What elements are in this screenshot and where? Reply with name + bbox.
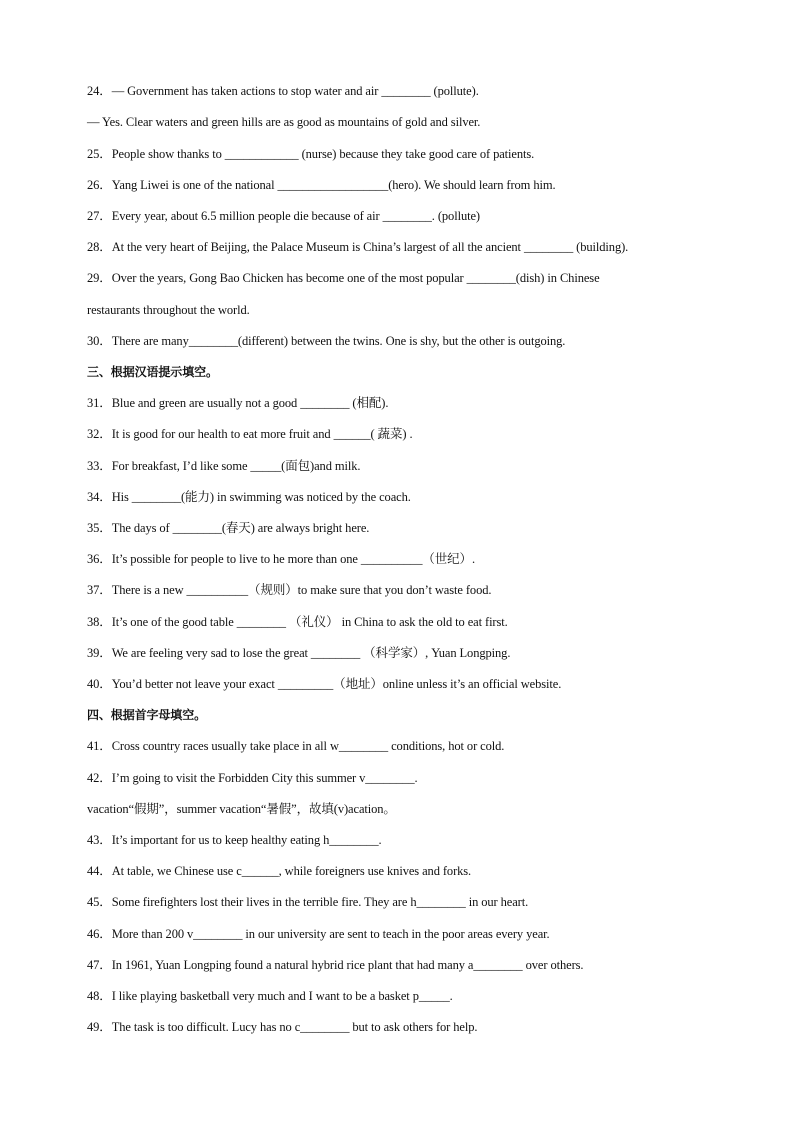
question-47: 47．In 1961, Yuan Longping found a natural hybrid rice plant that had many a________ over others. — [87, 958, 584, 972]
question-42: 42．I’m going to visit the Forbidden City this summer v________. — [87, 771, 418, 785]
question-33: 33．For breakfast, I’d like some _____(面包)and milk. — [87, 459, 361, 473]
question-32: 32．It is good for our health to eat more fruit and ______( 蔬菜) . — [87, 427, 413, 441]
question-44: 44．At table, we Chinese use c______, while foreigners use knives and forks. — [87, 864, 472, 878]
question-42-note: vacation“假期”，summer vacation“暑假”，故填(v)acation。 — [87, 802, 396, 816]
question-29-line-2: restaurants throughout the world. — [87, 303, 250, 317]
question-35: 35．The days of ________(春天) are always bright here. — [87, 521, 370, 535]
question-49: 49．The task is too difficult. Lucy has no c________ but to ask others for help. — [87, 1020, 478, 1034]
question-48: 48．I like playing basketball very much and I want to be a basket p_____. — [87, 989, 453, 1003]
question-25: 25．People show thanks to ____________ (nurse) because they take good care of patients. — [87, 147, 535, 161]
question-39: 39．We are feeling very sad to lose the great ________ （科学家）, Yuan Longping. — [87, 646, 511, 660]
question-45: 45．Some firefighters lost their lives in the terrible fire. They are h________ in our heart. — [87, 895, 529, 909]
question-40: 40．You’d better not leave your exact _________（地址）online unless it’s an official website. — [87, 677, 562, 691]
question-26: 26．Yang Liwei is one of the national __________________(hero). We should learn from him. — [87, 178, 556, 192]
question-30: 30．There are many________(different) between the twins. One is shy, but the other is outgoing. — [87, 334, 566, 348]
question-41: 41．Cross country races usually take place in all w________ conditions, hot or cold. — [87, 739, 505, 753]
question-27: 27．Every year, about 6.5 million people die because of air ________. (pollute) — [87, 209, 480, 223]
question-43: 43．It’s important for us to keep healthy eating h________. — [87, 833, 382, 847]
question-31: 31．Blue and green are usually not a good ________ (相配). — [87, 396, 389, 410]
section-3-heading: 三、根据汉语提示填空。 — [87, 365, 218, 379]
question-34: 34．His ________(能力) in swimming was noticed by the coach. — [87, 490, 411, 504]
question-28: 28．At the very heart of Beijing, the Palace Museum is China’s largest of all the ancient ________ (building). — [87, 240, 629, 254]
question-29-line-1: 29．Over the years, Gong Bao Chicken has become one of the most popular ________(dish) in Chinese — [87, 271, 600, 285]
section-4-heading: 四、根据首字母填空。 — [87, 708, 207, 722]
question-38: 38．It’s one of the good table ________ （礼仪） in China to ask the old to eat first. — [87, 615, 508, 629]
question-36: 36．It’s possible for people to live to he more than one __________（世纪）. — [87, 552, 475, 566]
question-24-line-2: — Yes. Clear waters and green hills are as good as mountains of gold and silver. — [87, 115, 481, 129]
question-46: 46．More than 200 v________ in our university are sent to teach in the poor areas every year. — [87, 927, 550, 941]
question-24-line-1: 24．— Government has taken actions to stop water and air ________ (pollute). — [87, 84, 479, 98]
question-37: 37．There is a new __________（规则）to make sure that you don’t waste food. — [87, 583, 492, 597]
